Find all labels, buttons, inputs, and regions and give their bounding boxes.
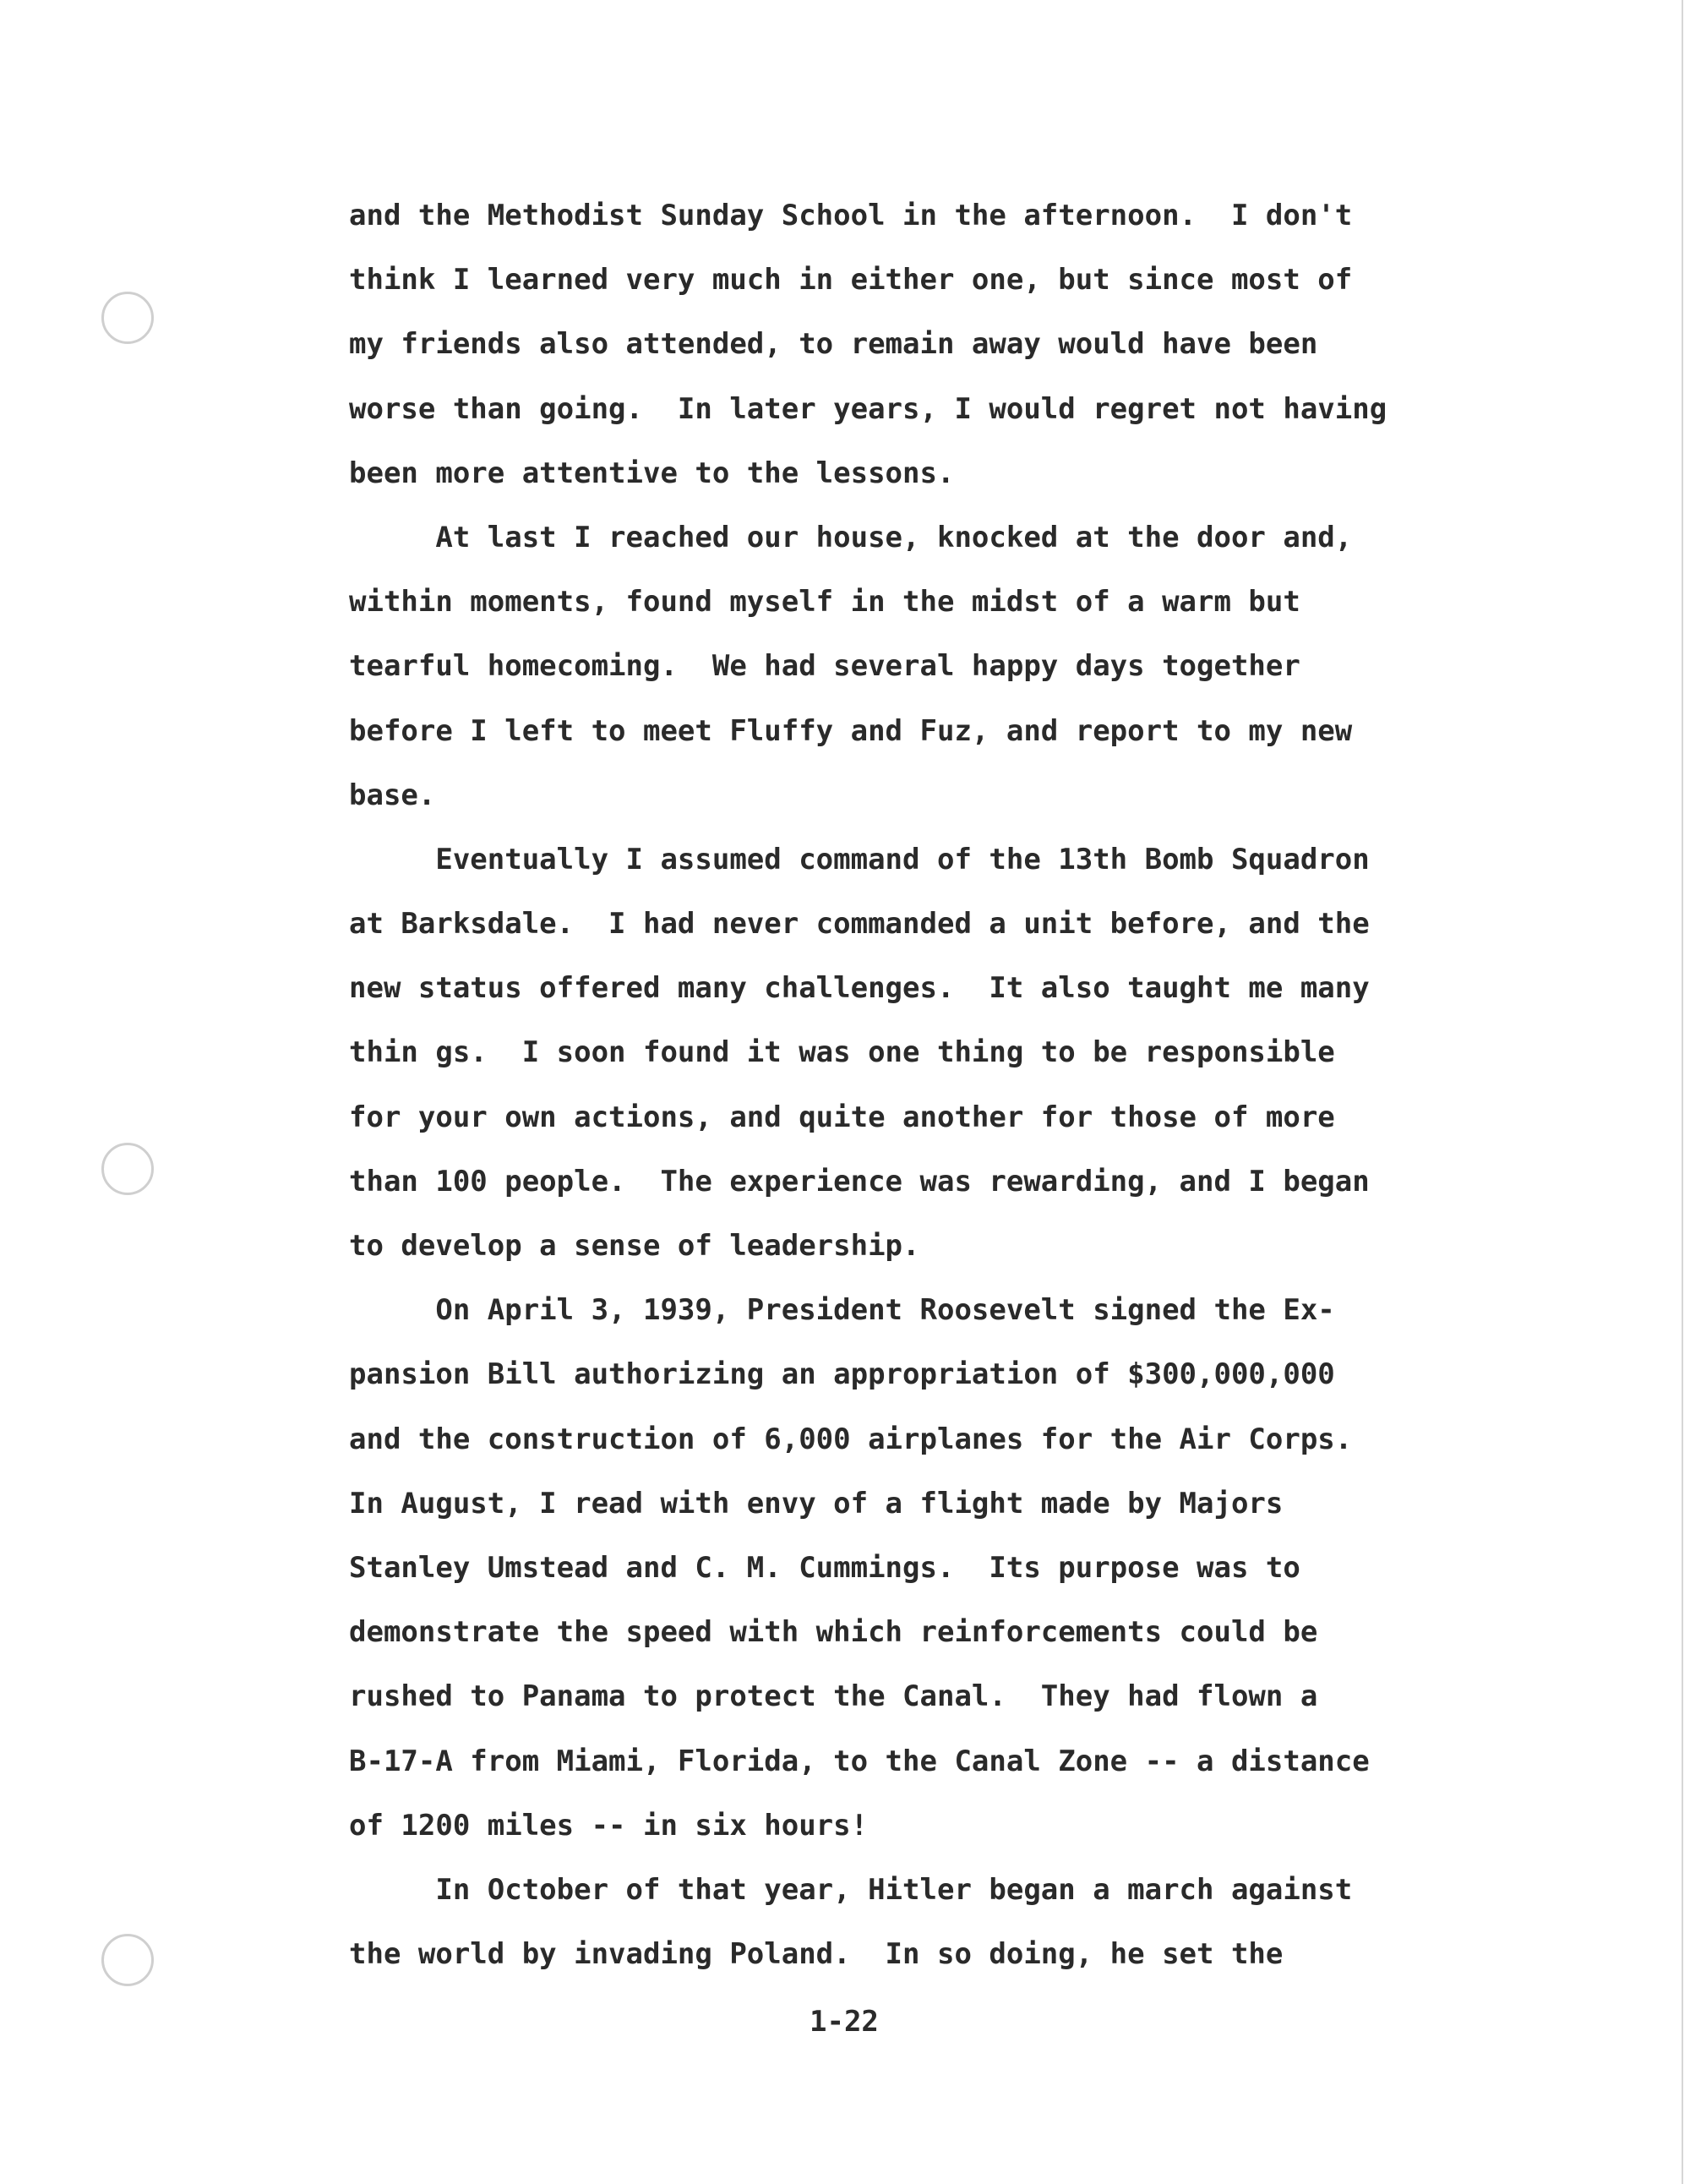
text-line: for your own actions, and quite another for those of more [349, 1100, 1335, 1134]
text-line: tearful homecoming. We had several happy days together [349, 649, 1300, 684]
text-line: new status offered many challenges. It also taught me many [349, 971, 1370, 1006]
binder-hole-top [101, 292, 154, 344]
text-line: before I left to meet Fluffy and Fuz, and report to my new [349, 713, 1353, 748]
text-line: think I learned very much in either one, but since most of [349, 263, 1353, 298]
text-line: Eventually I assumed command of the 13th Bomb Squadron [349, 842, 1370, 876]
text-line: rushed to Panama to protect the Canal. They had flown a [349, 1679, 1318, 1714]
text-line: In August, I read with envy of a flight made by Majors [349, 1486, 1284, 1521]
text-line: been more attentive to the lessons. [349, 456, 955, 490]
text-line: at Barksdale. I had never commanded a unit before, and the [349, 907, 1370, 942]
page-number: 1-22 [810, 2005, 879, 2039]
text-line: my friends also attended, to remain away would have been [349, 327, 1318, 362]
text-line: to develop a sense of leadership. [349, 1229, 920, 1263]
text-line: demonstrate the speed with which reinforcements could be [349, 1615, 1318, 1650]
binder-hole-bottom [101, 1934, 154, 1986]
text-line: than 100 people. The experience was rewarding, and I began [349, 1164, 1370, 1198]
text-line: base. [349, 778, 436, 812]
text-line: the world by invading Poland. In so doing, he set the [349, 1937, 1284, 1972]
text-line: pansion Bill authorizing an appropriation of $300,000,000 [349, 1357, 1335, 1392]
text-line: worse than going. In later years, I would regret not having [349, 391, 1387, 426]
text-line: At last I reached our house, knocked at the door and, [349, 520, 1353, 554]
body-text [349, 183, 1532, 1986]
text-line: thin gs. I soon found it was one thing to be responsible [349, 1035, 1335, 1070]
text-line: B-17-A from Miami, Florida, to the Canal Zone -- a distance [349, 1744, 1370, 1778]
text-line: of 1200 miles -- in six hours! [349, 1808, 869, 1843]
text-line: and the Methodist Sunday School in the afternoon. I don't [349, 199, 1353, 232]
text-line: within moments, found myself in the midst of a warm but [349, 585, 1300, 620]
text-line: Stanley Umstead and C. M. Cummings. Its purpose was to [349, 1550, 1300, 1585]
text-line: and the construction of 6,000 airplanes for the Air Corps. [349, 1422, 1353, 1456]
binder-hole-middle [101, 1143, 154, 1195]
text-line: On April 3, 1939, President Roosevelt signed the Ex- [349, 1293, 1335, 1328]
text-line: In October of that year, Hitler began a march against [349, 1872, 1353, 1907]
